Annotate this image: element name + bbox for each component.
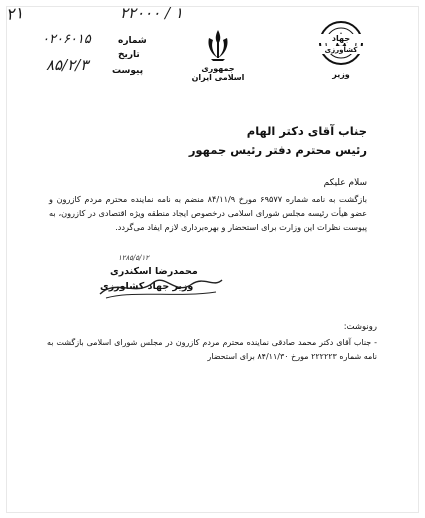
body-paragraph: بازگشت به نامه شماره ۶۹۵۷۷ مورخ ۸۴/۱۱/۹ منضم به نامه نماینده محترم مردم کازرون و عضو هیأت رئیسه مجلس شورای اسلامی درخصوص ایجاد منطقه ویژه اقتصادی در کازرون، به پیوست نظرات این وزارت برای استحضار و بهره‌برداری لازم ایفاد می‌گردد. — [49, 194, 367, 233]
addressee-name: جناب آقای دکتر الهام — [246, 124, 367, 138]
ministry-caption-1: جهاد — [318, 34, 364, 43]
page-frame — [6, 6, 419, 513]
ministry-caption-2: کشاورزی — [318, 46, 364, 54]
iran-emblem-icon — [203, 28, 233, 62]
number-label: شماره — [118, 36, 147, 46]
attachment-label: پیوست — [112, 66, 144, 76]
date-value: ۸۵/۲/۳ — [46, 56, 89, 74]
top-handwritten-scrawl: ۲۲۰۰۰ / ۱ — [120, 4, 183, 22]
corner-handwritten-number: ۲۱ — [4, 2, 25, 25]
signature-scribble — [96, 268, 226, 302]
addressee-title: رئیس محترم دفتر رئیس جمهور — [188, 143, 367, 157]
greeting: سلام علیکم — [323, 178, 367, 188]
emblem-caption: جمهوری اسلامی ایران — [191, 64, 245, 82]
cc-title: رونوشت: — [343, 322, 377, 332]
ministry-caption-3: وزیر — [332, 70, 350, 79]
ministry-logo-icon — [318, 20, 364, 66]
date-label: تاریخ — [118, 50, 140, 60]
signature-note: ۱۲۸۵/۵/۱۲ — [118, 254, 150, 262]
cc-text: - جناب آقای دکتر محمد صادقی نماینده محترم مردم کازرون در مجلس شورای اسلامی بازگشت به نامه شماره ۲۲۲۲۲۳ مورخ ۸۴/۱۱/۳۰ برای استحضار — [47, 338, 377, 361]
signer-title: وزیر جهاد کشاورزی — [100, 281, 194, 292]
signer-name: محمدرضا اسکندری — [110, 266, 198, 277]
number-value: ۰۲۰۶۰۱۵ — [42, 32, 91, 47]
